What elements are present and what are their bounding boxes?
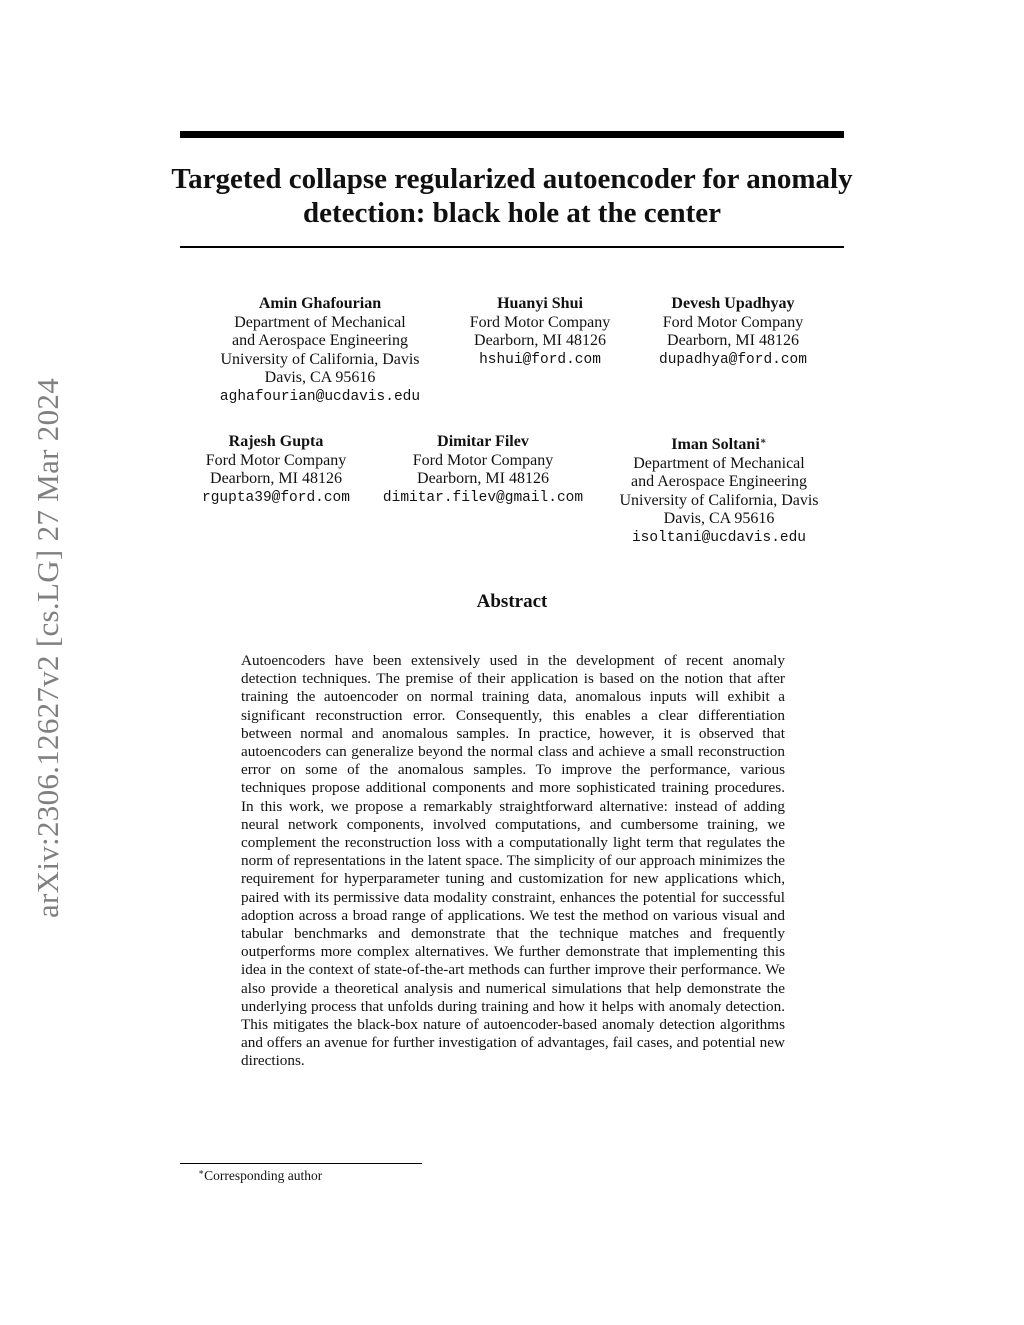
author-affiliation-line: Davis, CA 95616: [663, 510, 775, 527]
author-name: Amin Ghafourian: [258, 295, 382, 312]
author-name: Rajesh Gupta: [228, 433, 324, 450]
author-name: Huanyi Shui: [497, 295, 583, 312]
footnote-marker: ∗: [759, 436, 767, 447]
author-block: [200, 295, 440, 406]
author-block: [640, 295, 826, 369]
author-affiliation-line: Dearborn, MI 48126: [417, 470, 549, 487]
author-block: [440, 295, 640, 369]
footnote-rule: [180, 1163, 422, 1164]
paper-title: Targeted collapse regularized autoencoder for anomaly detection: black hole at the center: [171, 163, 853, 229]
footnote: [198, 1167, 322, 1184]
author-affiliation-line: Department of Mechanical: [234, 313, 406, 331]
author-affiliation-line: Ford Motor Company: [662, 313, 804, 331]
footnote-marker: ∗: [198, 1167, 205, 1177]
author-affiliation-line: Dearborn, MI 48126: [667, 332, 799, 349]
author-affiliation-line: University of California, Davis: [619, 491, 819, 509]
author-block: [370, 433, 596, 507]
author-affiliation-line: and Aerospace Engineering: [232, 332, 408, 349]
abstract-text: Autoencoders have been extensively used in the development of recent anomaly detection techniques. The premise of their application is based on the notion that after training the autoencoder on normal training data, anomalous inputs will exhibit a significant reconstruction error. Consequently, this enables a clear differentiation between normal and anomalous samples. In practice, however, it is observed that autoencoders can generalize beyond the normal class and achieve a small reconstruction error on some of the anomalous samples. To improve the performance, various techniques propose additional components and more sophisticated training procedures. In this work, we propose a remarkably straightforward alternative: instead of adding neural network components, involved computations, and cumbersome training, we complement the reconstruction loss with a computationally light term that regulates the norm of representations in the latent space. The simplicity of our approach minimizes the requirement for hyperparameter tuning and customization for new applications which, paired with its permissive data modality constraint, enhances the potential for successful adoption across a broad range of applications. We test the method on various visual and tabular benchmarks and demonstrate that the technique matches and frequently outperforms more complex alternatives. We further demonstrate that implementing this idea in the context of state-of-the-art methods can further improve their performance. We also provide a theoretical analysis and numerical simulations that help demonstrate the underlying process that unfolds during training and how it helps with anomaly detection. This mitigates the black-box nature of autoencoder-based anomaly detection algorithms and offers an avenue for further investigation of advantages, fail cases, and potential new directions.: [241, 652, 785, 1070]
author-email: rgupta39@ford.com: [202, 489, 350, 506]
author-block: [600, 433, 838, 547]
author-affiliation-line: Ford Motor Company: [205, 451, 347, 469]
author-email: dupadhya@ford.com: [659, 351, 807, 368]
author-affiliation-line: University of California, Davis: [220, 350, 420, 368]
footnote-text: Corresponding author: [204, 1168, 323, 1183]
author-name: Devesh Upadhyay: [671, 295, 795, 312]
author-name: Dimitar Filev: [437, 433, 529, 450]
arxiv-identifier: [30, 348, 66, 948]
author-affiliation-line: Davis, CA 95616: [264, 369, 376, 386]
author-email: aghafourian@ucdavis.edu: [219, 388, 421, 405]
author-block: [186, 433, 366, 507]
author-affiliation-line: Ford Motor Company: [469, 313, 611, 331]
author-affiliation-line: Department of Mechanical: [633, 454, 805, 472]
abstract-heading: Abstract: [476, 591, 548, 612]
author-email: hshui@ford.com: [479, 351, 601, 368]
author-affiliation-line: Dearborn, MI 48126: [474, 332, 606, 349]
author-affiliation-line: Ford Motor Company: [412, 451, 554, 469]
arxiv-identifier-text: arXiv:2306.12627v2 [cs.LG] 27 Mar 2024: [30, 377, 65, 919]
corresponding-author-name: [600, 433, 838, 455]
author-name: Iman Soltani: [671, 436, 760, 453]
title-top-rule: [180, 131, 844, 138]
author-affiliation-line: Dearborn, MI 48126: [210, 470, 342, 487]
title-bottom-rule: [180, 246, 844, 248]
author-email: dimitar.filev@gmail.com: [382, 489, 584, 506]
author-affiliation-line: and Aerospace Engineering: [631, 473, 807, 490]
author-email: isoltani@ucdavis.edu: [631, 529, 807, 546]
